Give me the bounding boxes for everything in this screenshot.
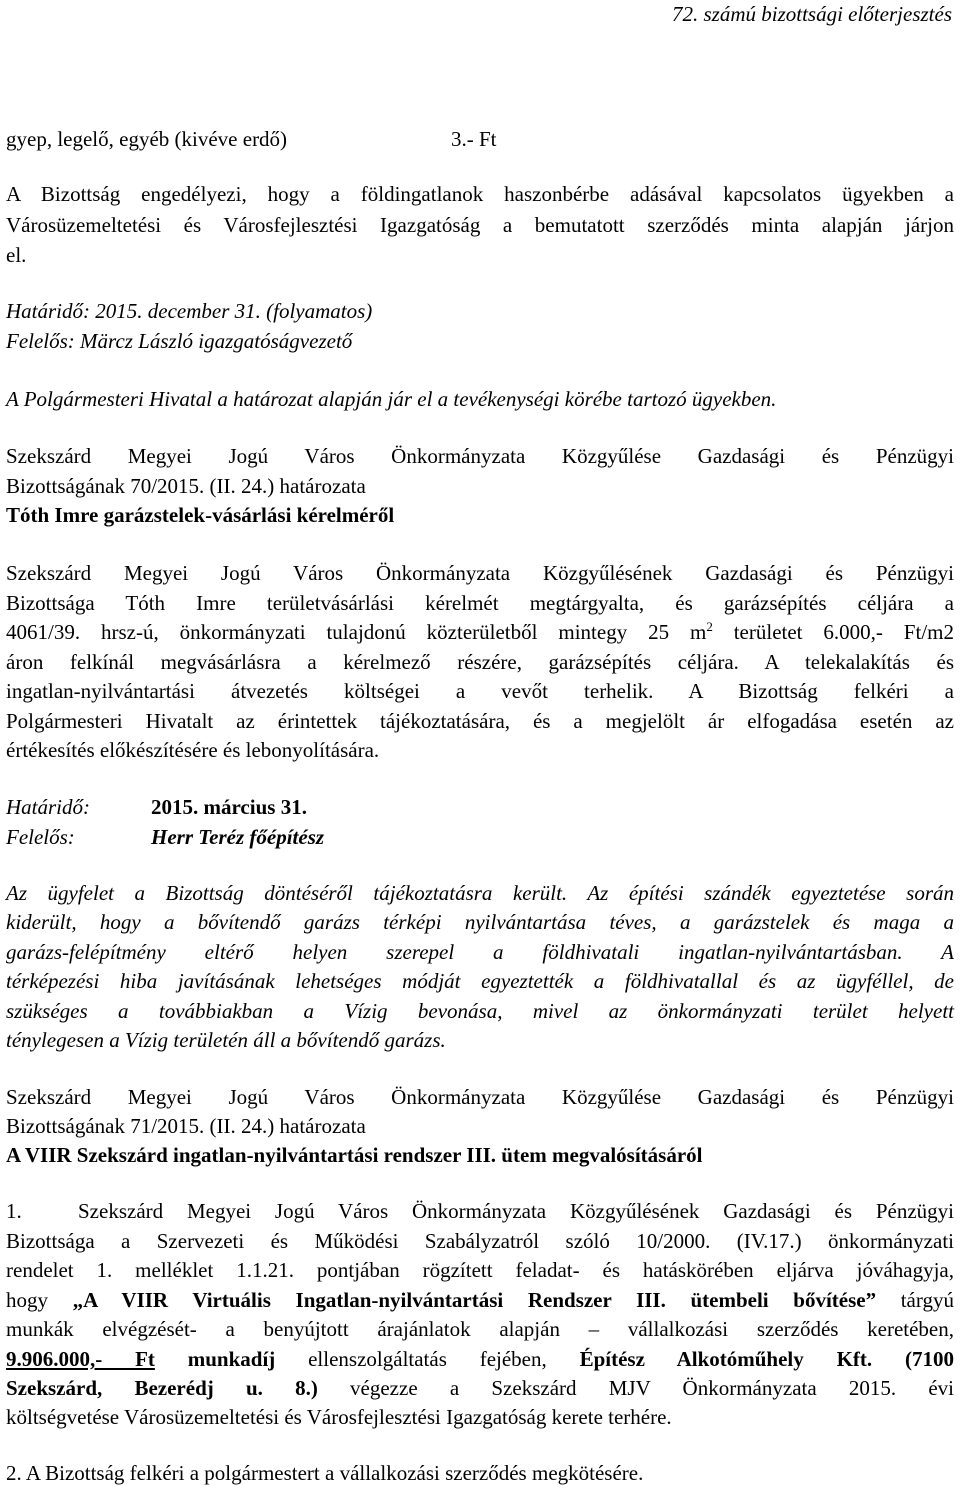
resolution-70-title: Szekszárd Megyei Jogú Város Önkormányzata Közgyűlése Gazdasági és Pénzügyi (6, 444, 954, 468)
paragraph-line: munkák elvégzését- a benyújtott árajánlatok alapján – vállalkozási szerződés keretében, (6, 1317, 954, 1341)
item-2: 2. A Bizottság felkéri a polgármestert a vállalkozási szerződés megkötésére. (6, 1461, 644, 1485)
responsible-2 (6, 825, 954, 849)
deadline-1: Határidő: 2015. december 31. (folyamatos) (6, 299, 373, 323)
note-line: garázs-felépítmény eltérő helyen szerepel a földhivatali ingatlan-nyilvántartásban. A (6, 940, 954, 964)
note-line: térképezési hiba javításának lehetséges módját egyeztették a földhivatallal és az ügyféllel, de (6, 969, 954, 993)
fee-label: munkadíj (154, 1347, 276, 1371)
item-1-number: 1. (6, 1199, 22, 1223)
document-header: 72. számú bizottsági előterjesztés (671, 2, 952, 26)
area-text-post: területet 6.000,- Ft/m2 (712, 620, 954, 644)
paragraph-line (6, 1347, 954, 1371)
responsible-1: Felelős: Märcz László igazgatóságvezető (6, 329, 353, 353)
rate-value: 3.- Ft (451, 127, 497, 151)
area-text: 4061/39. hrsz-ú, önkormányzati tulajdonú közterületből mintegy 25 m (6, 620, 707, 644)
paragraph-line (6, 1376, 954, 1400)
paragraph-line: rendelet 1. melléklet 1.1.21. pontjában rögzített feladat- és hatáskörében eljárva jóváhagyja, (6, 1258, 954, 1282)
paragraph-line: A Bizottság engedélyezi, hogy a földingatlanok haszonbérbe adásával kapcsolatos ügyekben a (6, 182, 954, 206)
note-1: A Polgármesteri Hivatal a határozat alapján jár el a tevékenységi körébe tartozó ügyekben. (6, 387, 777, 411)
text-span: végezze a Szekszárd MJV Önkormányzata 2015. évi (317, 1376, 954, 1400)
paragraph-line: Városüzemeltetési és Városfejlesztési Igazgatóság a bemutatott szerződés minta alapján járjon (6, 213, 954, 237)
responsible-2-label: Felelős: (6, 825, 75, 849)
note-line: szükséges a továbbiakban a Vízig bevonása, mivel az önkormányzati terület helyett (6, 999, 954, 1023)
area-superscript: 2 (706, 619, 713, 634)
note-line: kiderült, hogy a bővítendő garázs térképi nyilvántartása téves, a garázstelek és maga a (6, 910, 954, 934)
item-1-text: Szekszárd Megyei Jogú Város Önkormányzata Közgyűlésének Gazdasági és Pénzügyi (78, 1199, 954, 1223)
resolution-71-title: Szekszárd Megyei Jogú Város Önkormányzata Közgyűlése Gazdasági és Pénzügyi (6, 1085, 954, 1109)
paragraph-line: ingatlan-nyilvántartási átvezetés költségei a vevőt terhelik. A Bizottság felkéri a (6, 679, 954, 703)
deadline-2 (6, 795, 954, 819)
paragraph-line: Szekszárd Megyei Jogú Város Önkormányzata Közgyűlésének Gazdasági és Pénzügyi (6, 561, 954, 585)
paragraph-line (6, 1288, 954, 1312)
note-line: ténylegesen a Vízig területén áll a bővítendő garázs. (6, 1028, 446, 1052)
amount: 9.906.000,- Ft (6, 1347, 155, 1371)
text-span: ellenszolgáltatás fejében, (275, 1347, 580, 1371)
resolution-71-title-2: Bizottságának 71/2015. (II. 24.) határozata (6, 1114, 366, 1138)
text-span: hogy (6, 1288, 73, 1312)
deadline-2-value: 2015. március 31. (151, 795, 307, 819)
contractor: Építész Alkotóműhely Kft. (7100 (579, 1347, 954, 1371)
note-line: Az ügyfelet a Bizottság döntéséről tájékoztatásra került. Az építési szándék egyeztetése során (6, 881, 954, 905)
paragraph-line-area (6, 620, 954, 644)
responsible-2-value: Herr Teréz főépítész (151, 825, 325, 849)
rate-row (6, 127, 954, 151)
contractor-address: Szekszárd, Bezerédj u. 8.) (6, 1376, 318, 1400)
resolution-71-subject: A VIIR Szekszárd ingatlan-nyilvántartási rendszer III. ütem megvalósításáról (6, 1143, 703, 1167)
paragraph-line: Bizottsága a Szervezeti és Működési Szabályzatról szóló 10/2000. (IV.17.) önkormányzati (6, 1229, 954, 1253)
paragraph-line: Bizottsága Tóth Imre területvásárlási kérelmét megtárgyalta, és garázsépítés céljára a (6, 591, 954, 615)
deadline-2-label: Határidő: (6, 795, 90, 819)
resolution-70-title-2: Bizottságának 70/2015. (II. 24.) határozata (6, 474, 366, 498)
paragraph-line: el. (6, 243, 27, 267)
paragraph-line: Polgármesteri Hivatalt az érintettek tájékoztatására, és a megjelölt ár elfogadása esetén az (6, 709, 954, 733)
project-title: „A VIIR Virtuális Ingatlan-nyilvántartási Rendszer III. ütembeli bővítése” (72, 1288, 877, 1312)
paragraph-line: értékesítés előkészítésére és lebonyolítására. (6, 738, 380, 762)
rate-label: gyep, legelő, egyéb (kivéve erdő) (6, 127, 288, 151)
paragraph-line: költségvetése Városüzemeltetési és Városfejlesztési Igazgatóság kerete terhére. (6, 1405, 672, 1429)
paragraph-line: áron felkínál megvásárlásra a kérelmező részére, garázsépítés céljára. A telekalakítás és (6, 650, 954, 674)
text-span: tárgyú (876, 1288, 954, 1312)
resolution-70-subject: Tóth Imre garázstelek-vásárlási kérelméről (6, 503, 395, 527)
item-1-line-1 (6, 1199, 954, 1223)
